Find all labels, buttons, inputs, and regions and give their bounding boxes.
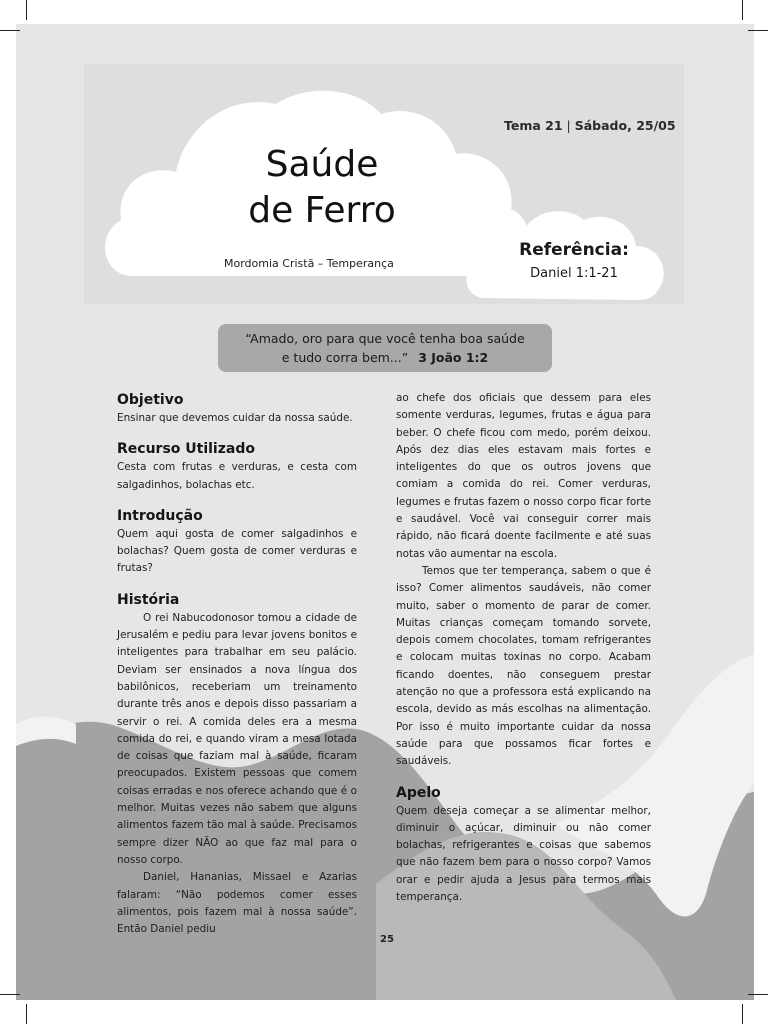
lesson-date: Sábado, 25/05: [574, 118, 676, 133]
left-column: [117, 390, 357, 938]
crop-mark: [0, 994, 20, 995]
apelo-text: Quem deseja começar a se alimentar melhor, diminuir o açúcar, diminuir ou não comer bolachas, refrigerantes e coisas que sabemos que não fazem bem para o nosso corpo? Vamos orar e pedir ajuda a Jesus para termos mais temperança.: [396, 804, 651, 904]
crop-mark: [742, 1004, 743, 1024]
verse-box: [218, 324, 552, 372]
lesson-info: [504, 118, 676, 133]
reference-value: Daniel 1:1-21: [530, 266, 618, 281]
crop-mark: [26, 1004, 27, 1024]
verse-line-1: “Amado, oro para que você tenha boa saúde: [245, 331, 525, 346]
page: [16, 24, 754, 1000]
recurso-text: Cesta com frutas e verduras, e cesta com salgadinhos, bolachas etc.: [117, 461, 357, 491]
verse-line-2-wrap: [218, 348, 552, 367]
right-column: [396, 390, 651, 906]
historia-paragraph-2-continued: ao chefe dos oficiais que dessem para eles somente verduras, legumes, frutas e água para beber. O chefe ficou com medo, porém deixou. Após dez dias eles estavam mais fortes e inteligentes do que os outros jovens que comiam a comida do rei. Comer verduras, legumes e frutas fazem o nosso corpo ficar forte e saudável. Você vai conseguir correr mais rápido, não ficará doente facilmente e até suas notas vão aumentar na escola.: [396, 392, 651, 560]
objetivo-heading: Objetivo: [117, 392, 184, 408]
crop-mark: [748, 994, 768, 995]
separator: |: [566, 118, 575, 133]
tema-label: Tema 21: [504, 118, 563, 133]
historia-paragraph-1: O rei Nabucodonosor tomou a cidade de Jerusalém e pediu para levar jovens bonitos e inteligentes para trabalhar em seu palácio. Deviam ser ensinados a nova língua dos babilônicos, receberiam um treinamento durante três anos e depois disso passariam a servir o rei. A comida deles era a mesma comida do rei, e quando viram a mesa lotada de coisas que faziam mal à saúde, ficaram preocupados. Existem pessoas que comem coisas erradas e nos oferece achando que é o melhor. Muitas vezes não sabem que alguns alimentos fazem tão mal à saúde. Precisamos sempre dizer NÃO ao que faz mal para o nosso corpo.: [117, 611, 357, 866]
historia-paragraph-2: Daniel, Hananias, Missael e Azarias falaram: “Não podemos comer esses alimentos, pois fazem mal à nossa saúde”. Então Daniel pediu: [117, 871, 357, 936]
title-line-1: Saúde: [265, 144, 379, 185]
historia-paragraph-3: Temos que ter temperança, sabem o que é isso? Comer alimentos saudáveis, não comer muito, saber o momento de parar de comer. Muitas crianças começam tomando sorvete, depois comem chocolates, tomam refrigerantes e colocam muitas toxinas no corpo. Acabam ficando doentes, não conseguem prestar atenção no que a professora está explicando na escola, devido as más escolhas na alimentação. Por isso é muito importante cuidar da nossa saúde para que possamos ficar fortes e saudáveis.: [396, 564, 651, 768]
verse-reference: 3 João 1:2: [418, 350, 489, 365]
crop-mark: [742, 0, 743, 20]
lesson-subtitle: Mordomia Cristã – Temperança: [224, 257, 394, 270]
recurso-heading: Recurso Utilizado: [117, 441, 255, 458]
reference-label: Referência:: [519, 240, 629, 260]
crop-mark: [26, 0, 27, 20]
historia-heading: História: [117, 591, 180, 608]
crop-mark: [0, 30, 20, 31]
introducao-heading: Introdução: [117, 507, 203, 524]
title-line-2: de Ferro: [248, 190, 396, 231]
objetivo-text: Ensinar que devemos cuidar da nossa saúde.: [117, 412, 353, 424]
apelo-heading: Apelo: [396, 784, 441, 801]
page-number: 25: [380, 934, 394, 945]
crop-mark: [748, 30, 768, 31]
verse-line-2: e tudo corra bem...”: [281, 350, 409, 365]
introducao-text: Quem aqui gosta de comer salgadinhos e bolachas? Quem gosta de comer verduras e frutas?: [117, 527, 357, 575]
page-title: [222, 142, 422, 234]
